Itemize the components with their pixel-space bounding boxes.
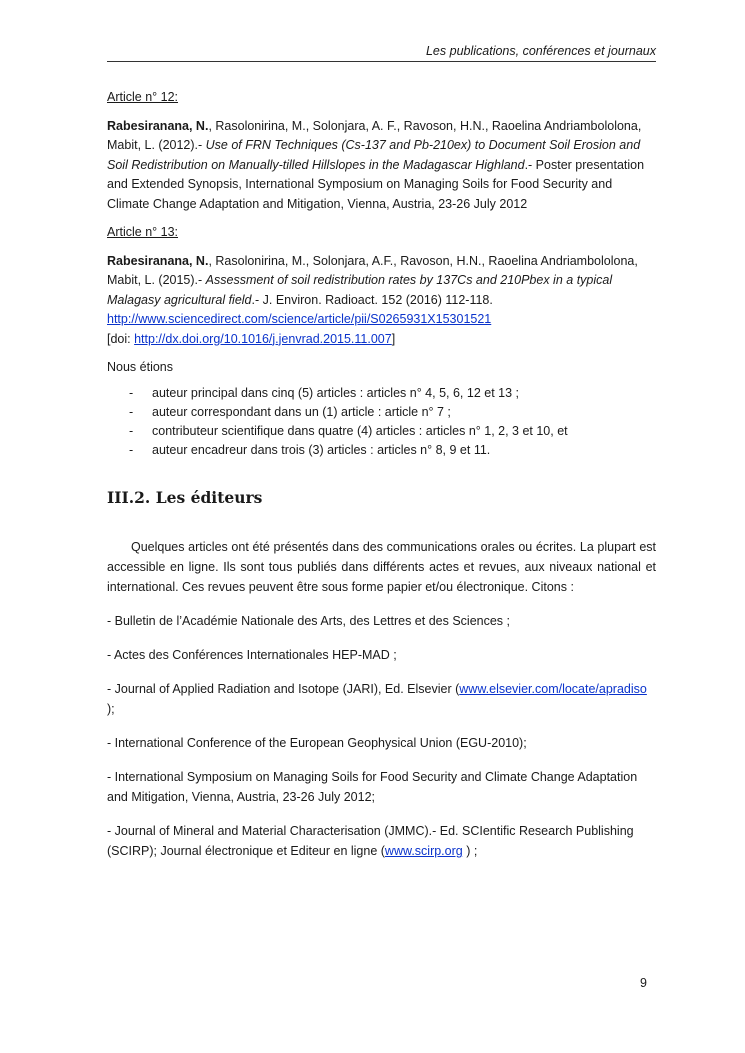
article-13-title: Assessment of soil redistribution rates by 137Cs and 210Pbex in a typical Malagasy agricultural field: [107, 273, 613, 307]
section-intro: Quelques articles ont été présentés dans des communications orales ou écrites. La plupart est accessible en ligne. Ils sont tous publiés dans différents actes et revues, aux niveaux national et international. Ces revues peuvent être sous forme papier et/ou électronique. Citons :: [107, 540, 656, 594]
section-heading: III.2. Les éditeurs: [107, 487, 263, 507]
running-header: Les publications, conférences et journaux: [107, 44, 656, 62]
editor-item-egu: - International Conference of the European Geophysical Union (EGU-2010);: [107, 736, 527, 750]
roles-list: [107, 384, 656, 460]
article-13-doi-prefix: [doi:: [107, 331, 135, 346]
article-13-authors: , Rasolonirina, M., Solonjara, A.F., Ravoson, H.N., Raoelina Andriambololona, Mabit, L. (2015).-: [107, 253, 638, 287]
list-item: - contributeur scientifique dans quatre (4) articles : articles n° 1, 2, 3 et 10, et: [129, 423, 568, 438]
article-13-venue: .- J. Environ. Radioact. 152 (2016) 112-118.: [251, 292, 493, 307]
roles-intro: Nous étions: [107, 360, 174, 374]
article-13-label: Article n° 13:: [107, 225, 179, 239]
editor-item-jmmc: - Journal of Mineral and Material Characterisation (JMMC).- Ed. SCIentific Research Publishing (SCIRP); Journal électronique et Editeur en ligne (www.scirp.org ) ;: [107, 824, 634, 858]
elsevier-link[interactable]: www.elsevier.com/locate/apradiso: [459, 682, 647, 696]
article-13-citation: [107, 252, 656, 350]
article-12-title: Use of FRN Techniques (Cs-137 and Pb-210ex) to Document Soil Erosion and Soil Redistribution on Manually-tilled Hillslopes in the Madagascar Highland: [107, 138, 641, 172]
article-13-doi-link[interactable]: http://dx.doi.org/10.1016/j.jenvrad.2015.11.007: [134, 331, 392, 346]
scirp-link[interactable]: www.scirp.org: [384, 844, 463, 858]
article-12-venue: .- Poster presentation and Extended Synopsis, International Symposium on Managing Soils for Food Security and Climate Change Adaptation and Mitigation, Vienna, Austria, 23-26 July 2012: [107, 157, 645, 211]
list-item: - auteur correspondant dans un (1) article : article n° 7 ;: [129, 404, 451, 419]
page-content: [107, 88, 656, 875]
article-13-url-link[interactable]: http://www.sciencedirect.com/science/article/pii/S0265931X15301521: [107, 312, 492, 326]
article-13-doi-suffix: ]: [391, 331, 396, 346]
article-12-author: Rabesiranana, N.: [107, 118, 209, 133]
article-12-citation: [107, 117, 656, 215]
article-12-label: Article n° 12:: [107, 90, 179, 104]
list-item: - auteur principal dans cinq (5) articles : articles n° 4, 5, 6, 12 et 13 ;: [129, 385, 519, 400]
editor-item-bulletin: - Bulletin de l’Académie Nationale des Arts, des Lettres et des Sciences ;: [107, 614, 510, 628]
article-12-authors: , Rasolonirina, M., Solonjara, A. F., Ravoson, H.N., Raoelina Andriambololona, Mabit, L. (2012).-: [107, 118, 642, 152]
editor-item-jari: - Journal of Applied Radiation and Isotope (JARI), Ed. Elsevier (www.elsevier.com/locate/apradiso );: [107, 682, 647, 716]
list-item: - auteur encadreur dans trois (3) articles : articles n° 8, 9 et 11.: [129, 442, 491, 457]
editor-item-symposium: - International Symposium on Managing Soils for Food Security and Climate Change Adaptation and Mitigation, Vienna, Austria, 23-26 July 2012;: [107, 770, 638, 804]
page-number: 9: [640, 976, 647, 990]
article-13-author: Rabesiranana, N.: [107, 253, 209, 268]
editor-item-hep-mad: - Actes des Conférences Internationales HEP-MAD ;: [107, 648, 397, 662]
